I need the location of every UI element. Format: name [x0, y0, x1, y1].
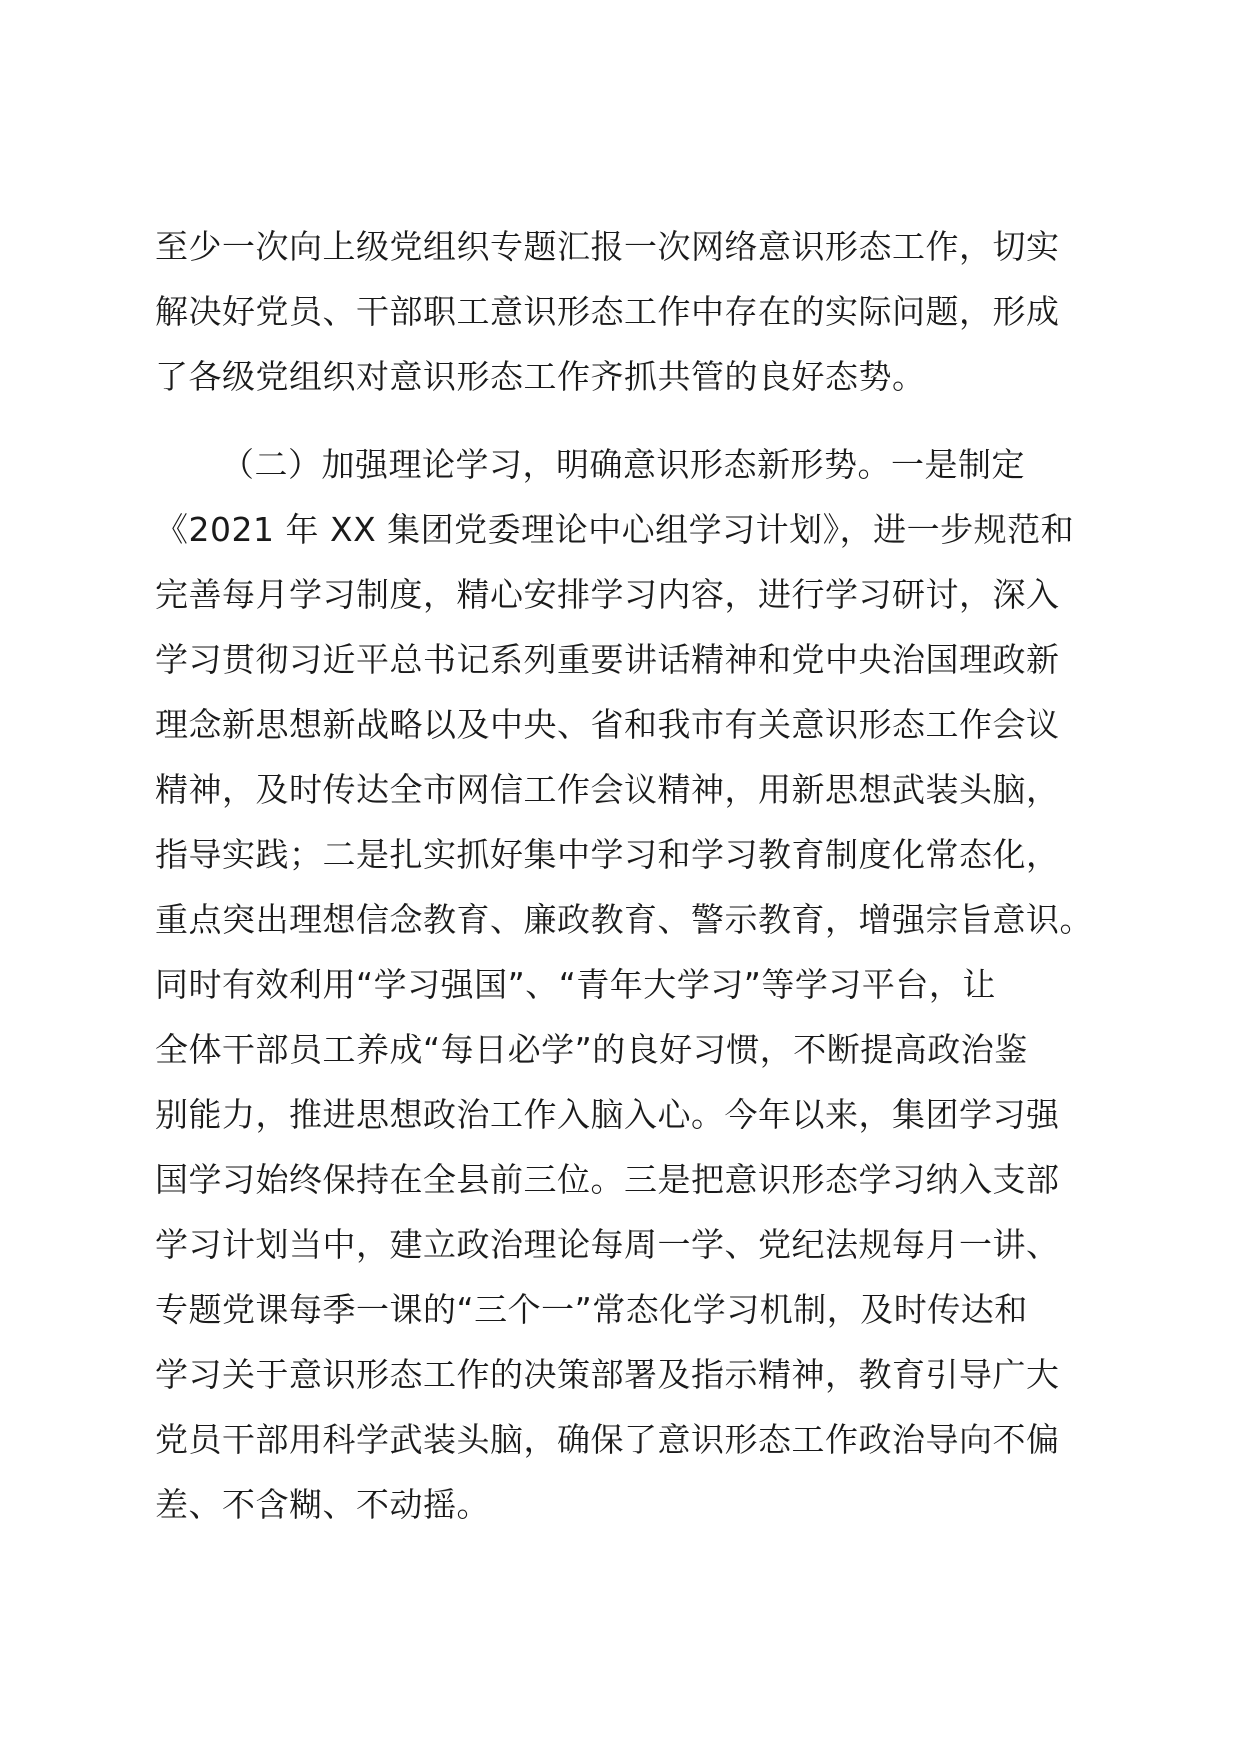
text-line: 专题党课每季一课的“三个一”常态化学习机制，及时传达和: [155, 1290, 1028, 1329]
text-line: 《2021 年 XX 集团党委理论中心组学习计划》，进一步规范和: [155, 510, 1075, 549]
text-line: 同时有效利用“学习强国”、“青年大学习”等学习平台，让: [155, 965, 996, 1004]
text-line: 国学习始终保持在全县前三位。三是把意识形态学习纳入支部: [155, 1160, 1060, 1199]
text-line: 学习关于意识形态工作的决策部署及指示精神，教育引导广大: [155, 1355, 1060, 1394]
text-line: 精神，及时传达全市网信工作会议精神，用新思想武装头脑，: [155, 770, 1060, 809]
text-line: 解决好党员、干部职工意识形态工作中存在的实际问题，形成: [155, 292, 1060, 331]
text-line: 学习贯彻习近平总书记系列重要讲话精神和党中央治国理政新: [155, 640, 1060, 679]
text-line: 全体干部员工养成“每日必学”的良好习惯，不断提高政治鉴: [155, 1030, 1028, 1069]
text-line: 指导实践；二是扎实抓好集中学习和学习教育制度化常态化，: [155, 835, 1060, 874]
text-line: 完善每月学习制度，精心安排学习内容，进行学习研讨，深入: [155, 575, 1060, 614]
text-line: 党员干部用科学武装头脑，确保了意识形态工作政治导向不偏: [155, 1420, 1060, 1459]
text-line: 了各级党组织对意识形态工作齐抓共管的良好态势。: [155, 357, 926, 396]
text-line: 差、不含糊、不动摇。: [155, 1485, 490, 1524]
text-line: 至少一次向上级党组织专题汇报一次网络意识形态工作，切实: [155, 227, 1060, 266]
text-line: 重点突出理想信念教育、廉政教育、警示教育，增强宗旨意识。: [155, 900, 1093, 939]
paragraph-continuation: [155, 214, 1085, 409]
text-line: 学习计划当中，建立政治理论每周一学、党纪法规每月一讲、: [155, 1225, 1060, 1264]
section-heading-line: （二）加强理论学习，明确意识形态新形势。一是制定: [221, 445, 1025, 484]
paragraph-theory-study: [155, 432, 1093, 1537]
text-line: 理念新思想新战略以及中央、省和我市有关意识形态工作会议: [155, 705, 1060, 744]
text-line: 别能力，推进思想政治工作入脑入心。今年以来，集团学习强: [155, 1095, 1060, 1134]
